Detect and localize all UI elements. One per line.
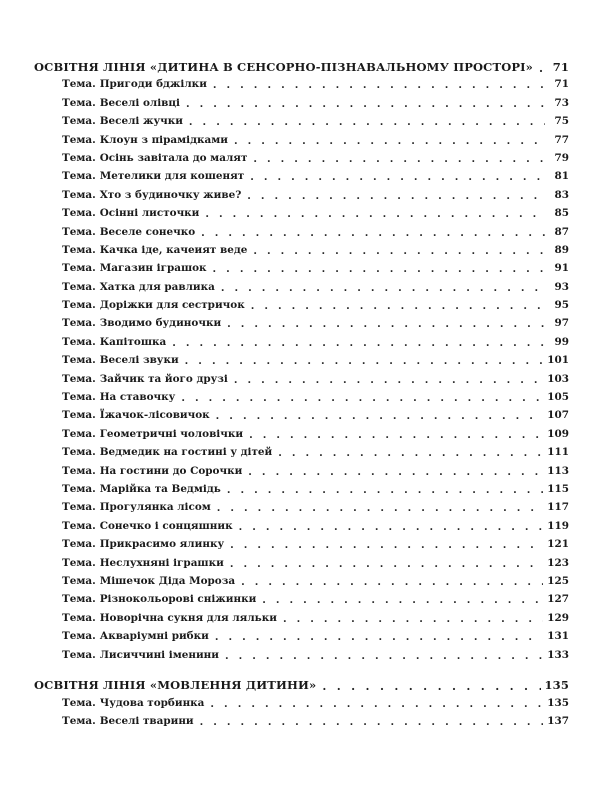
toc-entry-prefix: Тема. (62, 427, 96, 440)
toc-entry-title: Осінні листочки (99, 207, 200, 220)
toc-entry-label (62, 612, 277, 624)
toc-entry-label (62, 446, 272, 458)
toc-sections (0, 60, 600, 734)
toc-entry-prefix: Тема. (62, 715, 96, 728)
toc-entry-page-number: 107 (547, 409, 569, 422)
toc-entry (0, 575, 600, 593)
toc-entry-page-number: 105 (547, 391, 569, 404)
toc-entry (0, 226, 600, 244)
toc-entry-page-number: 135 (547, 696, 569, 709)
dot-leader (210, 698, 543, 710)
dot-leader (181, 392, 543, 404)
dot-leader (186, 98, 545, 110)
toc-entry-page-number: 99 (554, 335, 569, 348)
toc-entry-prefix: Тема. (62, 96, 96, 109)
toc-entry-title: Геометричні чоловічки (99, 427, 244, 440)
toc-entry-prefix: Тема. (62, 446, 96, 459)
toc-entry-label (62, 262, 207, 274)
toc-entry-title: Пригоди бджілки (99, 78, 207, 91)
dot-leader (225, 650, 543, 662)
toc-entry-page-number: 93 (554, 280, 569, 293)
toc-entry-label (62, 317, 221, 329)
toc-entry-title: Веселі тварини (99, 715, 194, 728)
toc-entry-page-number: 113 (547, 464, 569, 477)
dot-leader (283, 613, 543, 625)
toc-entry (0, 465, 600, 483)
toc-entry-label (62, 697, 204, 709)
toc-entry (0, 409, 600, 427)
toc-entry (0, 189, 600, 207)
toc-entry-prefix: Тема. (62, 243, 96, 256)
toc-entry-page-number: 125 (547, 574, 569, 587)
dot-leader (205, 208, 545, 220)
toc-entry-title: Осінь завітала до малят (99, 151, 248, 164)
toc-entry-label (62, 78, 207, 90)
toc-entry-page-number: 95 (554, 299, 569, 312)
dot-leader (201, 227, 545, 239)
toc-entry-page-number: 87 (554, 225, 569, 238)
toc-entry (0, 78, 600, 96)
toc-entry-title: Хатка для равлика (99, 280, 215, 293)
toc-entry-label (62, 336, 166, 348)
toc-entry-page-number: 129 (547, 611, 569, 624)
toc-entry (0, 152, 600, 170)
toc-entry-title: Прогулянка лісом (99, 501, 211, 514)
toc-entry (0, 630, 600, 648)
toc-entry-page-number: 103 (547, 372, 569, 385)
toc-entry-prefix: Тема. (62, 648, 96, 661)
toc-entry (0, 373, 600, 391)
toc-entry (0, 593, 600, 611)
toc-entry-prefix: Тема. (62, 299, 96, 312)
toc-entry-title: На гостини до Сорочки (99, 464, 243, 477)
toc-entry-prefix: Тема. (62, 482, 96, 495)
toc-entry-title: Клоун з пірамідками (99, 133, 228, 146)
toc-entry-prefix: Тема. (62, 354, 96, 367)
toc-entry-page-number: 77 (554, 133, 569, 146)
toc-entry-label (62, 649, 219, 661)
toc-entry-label (62, 281, 215, 293)
toc-entry (0, 446, 600, 464)
toc-entry-prefix: Тема. (62, 133, 96, 146)
toc-entry-prefix: Тема. (62, 317, 96, 330)
toc-entry-label (62, 115, 183, 127)
toc-entry (0, 697, 600, 715)
toc-entry-page-number: 133 (547, 648, 569, 661)
toc-entry-prefix: Тема. (62, 372, 96, 385)
dot-leader (185, 355, 544, 367)
toc-entry-prefix: Тема. (62, 593, 96, 606)
toc-entry-prefix: Тема. (62, 170, 96, 183)
toc-entry-page-number: 79 (554, 151, 569, 164)
toc-entry-prefix: Тема. (62, 262, 96, 275)
toc-entry-prefix: Тема. (62, 630, 96, 643)
toc-entry-prefix: Тема. (62, 225, 96, 238)
toc-entry-label (62, 170, 244, 182)
toc-entry-prefix: Тема. (62, 409, 96, 422)
toc-entry-title: Марійка та Ведмідь (99, 482, 221, 495)
dot-leader (251, 300, 545, 312)
section-heading-row (0, 678, 600, 696)
toc-entry-prefix: Тема. (62, 696, 96, 709)
dot-leader (234, 374, 543, 386)
toc-entry-label (62, 152, 247, 164)
toc-entry (0, 391, 600, 409)
toc-entry-page-number: 117 (547, 501, 569, 514)
toc-entry-prefix: Тема. (62, 501, 96, 514)
toc-entry-title: Метелики для кошенят (99, 170, 245, 183)
toc-entry-page-number: 75 (554, 115, 569, 128)
toc-entry-title: Акваріумні рибки (99, 630, 209, 643)
toc-entry-prefix: Тема. (62, 207, 96, 220)
toc-entry-page-number: 109 (547, 427, 569, 440)
toc-entry-prefix: Тема. (62, 574, 96, 587)
toc-section (0, 678, 600, 733)
toc-entry-label (62, 465, 242, 477)
toc-entry-title: Сонечко і сонцяшник (99, 519, 233, 532)
dot-leader (217, 502, 544, 514)
toc-entry-label (62, 189, 241, 201)
toc-entry (0, 170, 600, 188)
dot-leader (234, 135, 545, 147)
toc-entry (0, 649, 600, 667)
toc-entry-title: Їжачок-лісовичок (99, 409, 210, 422)
section-title: ОСВІТНЯ ЛІНІЯ «МОВЛЕННЯ ДИТИНИ» (34, 678, 317, 693)
toc-entry-label (62, 97, 180, 109)
toc-entry-page-number: 111 (547, 446, 569, 459)
toc-entry (0, 262, 600, 280)
toc-entry-label (62, 630, 209, 642)
toc-entry-title: Зайчик та його друзі (99, 372, 228, 385)
dot-leader (227, 318, 545, 330)
dot-leader (253, 245, 545, 257)
toc-section (0, 60, 600, 667)
dot-leader (249, 429, 543, 441)
toc-entry-label (62, 391, 175, 403)
toc-entry (0, 557, 600, 575)
toc-entry-label (62, 244, 247, 256)
toc-entry-title: Чудова торбинка (99, 696, 205, 709)
section-page-number: 71 (552, 60, 569, 74)
toc-entry-prefix: Тема. (62, 151, 96, 164)
toc-entry-page-number: 115 (547, 482, 569, 495)
toc-entry-prefix: Тема. (62, 78, 96, 91)
toc-entry (0, 428, 600, 446)
toc-entry-title: Капітошка (99, 335, 167, 348)
dot-leader (230, 539, 543, 551)
toc-entry-prefix: Тема. (62, 611, 96, 624)
toc-entry-label (62, 409, 210, 421)
toc-entry-prefix: Тема. (62, 519, 96, 532)
toc-entry (0, 244, 600, 262)
toc-entry (0, 501, 600, 519)
toc-entry-page-number: 97 (554, 317, 569, 330)
toc-entry-label (62, 501, 211, 513)
toc-entry-page-number: 85 (554, 207, 569, 220)
toc-entry-page-number: 127 (547, 593, 569, 606)
dot-leader (213, 79, 545, 91)
dot-leader (278, 447, 543, 459)
dot-leader (213, 263, 545, 275)
section-heading-row (0, 60, 600, 78)
toc-entry-title: Веселі олівці (99, 96, 181, 109)
toc-entry-title: Хто з будиночку живе? (99, 188, 242, 201)
dot-leader (189, 116, 545, 128)
toc-entry-title: Неслухняні іграшки (99, 556, 224, 569)
toc-entry-title: Веселі жучки (99, 115, 183, 128)
toc-entry (0, 207, 600, 225)
toc-entry-label (62, 483, 221, 495)
toc-entry-label (62, 299, 245, 311)
dot-leader (262, 594, 543, 606)
toc-entry (0, 336, 600, 354)
toc-entry-prefix: Тема. (62, 391, 96, 404)
toc-entry (0, 281, 600, 299)
toc-entry-prefix: Тема. (62, 115, 96, 128)
toc-entry-prefix: Тема. (62, 464, 96, 477)
toc-entry-label (62, 207, 199, 219)
toc-entry-title: Качка іде, качеият веде (99, 243, 248, 256)
toc-entry-page-number: 89 (554, 243, 569, 256)
toc-entry-page-number: 83 (554, 188, 569, 201)
toc-entry-title: Доріжки для сестричок (99, 299, 245, 312)
dot-leader (248, 466, 543, 478)
toc-entry-page-number: 137 (547, 715, 569, 728)
toc-entry-page-number: 91 (554, 262, 569, 275)
dot-leader (253, 153, 545, 165)
dot-leader (250, 171, 545, 183)
toc-entry (0, 97, 600, 115)
dot-leader (221, 282, 545, 294)
dot-leader (172, 337, 545, 349)
toc-entry (0, 483, 600, 501)
toc-entry-title: Веселі звуки (99, 354, 179, 367)
toc-entry-label (62, 593, 256, 605)
dot-leader (215, 631, 543, 643)
toc-entry-title: Ведмедик на гостині у дітей (99, 446, 273, 459)
toc-entry-label (62, 226, 195, 238)
section-title: ОСВІТНЯ ЛІНІЯ «ДИТИНА В СЕНСОРНО-ПІЗНАВАЛЬНОМУ ПРОСТОРІ» (34, 60, 534, 74)
toc-entry-title: Прикрасимо ялинку (99, 538, 225, 551)
toc-entry-label (62, 373, 228, 385)
toc-entry-title: Магазин іграшок (99, 262, 207, 275)
dot-leader (322, 679, 540, 693)
toc-entry-page-number: 73 (554, 96, 569, 109)
toc-entry (0, 612, 600, 630)
toc-entry (0, 520, 600, 538)
toc-entry-page-number: 123 (547, 556, 569, 569)
dot-leader (200, 716, 544, 728)
toc-entry (0, 538, 600, 556)
toc-entry-label (62, 520, 233, 532)
toc-entry-page-number: 131 (547, 630, 569, 643)
section-page-number: 135 (544, 678, 569, 693)
toc-entry (0, 134, 600, 152)
dot-leader (239, 521, 544, 533)
toc-entry (0, 715, 600, 733)
toc-entry-title: Веселе сонечко (99, 225, 196, 238)
toc-entry-title: Лисиччині іменини (99, 648, 219, 661)
toc-entry-label (62, 557, 224, 569)
toc-entry-title: Зводимо будиночки (99, 317, 222, 330)
toc-entry (0, 299, 600, 317)
toc-entry-page-number: 81 (554, 170, 569, 183)
toc-entry-label (62, 575, 235, 587)
toc-entry-prefix: Тема. (62, 335, 96, 348)
dot-leader (241, 576, 543, 588)
toc-entry-page-number: 71 (554, 78, 569, 91)
toc-entry-label (62, 134, 228, 146)
toc-entry (0, 115, 600, 133)
toc-entry-page-number: 101 (547, 354, 569, 367)
dot-leader (247, 190, 545, 202)
toc-entry-prefix: Тема. (62, 538, 96, 551)
toc-entry-prefix: Тема. (62, 556, 96, 569)
dot-leader (230, 558, 543, 570)
toc-entry-label (62, 428, 243, 440)
dot-leader (227, 484, 543, 496)
toc-entry-title: На ставочку (99, 391, 176, 404)
toc-entry-prefix: Тема. (62, 188, 96, 201)
toc-entry-title: Новорічна сукня для ляльки (99, 611, 277, 624)
toc-entry (0, 317, 600, 335)
toc-entry-label (62, 354, 179, 366)
toc-entry-label (62, 538, 224, 550)
toc-entry-title: Різнокольорові сніжинки (99, 593, 257, 606)
toc-entry-page-number: 121 (547, 538, 569, 551)
toc-entry-prefix: Тема. (62, 280, 96, 293)
toc-entry-title: Мішечок Діда Мороза (99, 574, 236, 587)
toc-entry-page-number: 119 (547, 519, 569, 532)
dot-leader (539, 61, 545, 75)
toc-entry (0, 354, 600, 372)
toc-entry-label (62, 715, 194, 727)
dot-leader (216, 410, 544, 422)
